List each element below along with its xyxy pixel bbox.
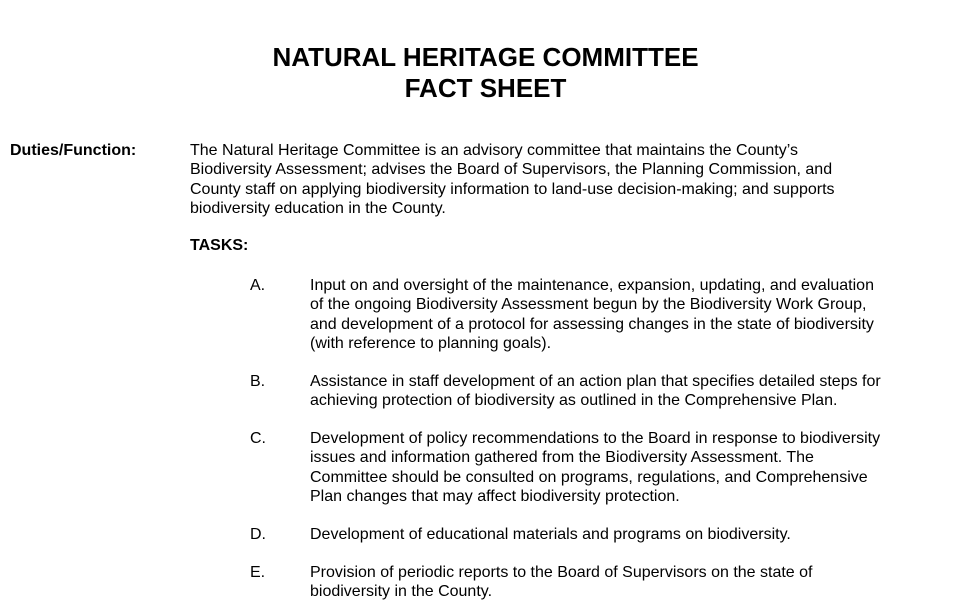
task-line: (with reference to planning goals). <box>310 334 552 352</box>
duties-line: biodiversity education in the County. <box>190 199 446 217</box>
task-text <box>310 525 930 544</box>
task-letter: A. <box>250 277 266 294</box>
task-text <box>310 429 930 506</box>
task-line: Provision of periodic reports to the Board of Supervisors on the state of <box>310 564 813 581</box>
task-line: achieving protection of biodiversity as outlined in the Comprehensive Plan. <box>310 392 838 410</box>
tasks-heading: TASKS: <box>190 237 249 254</box>
task-line: biodiversity in the County. <box>310 583 493 601</box>
task-text <box>310 563 930 602</box>
task-text <box>310 372 930 411</box>
task-line: Plan changes that may affect biodiversity protection. <box>310 487 680 505</box>
task-letter: D. <box>250 526 266 543</box>
task-letter: E. <box>250 564 266 581</box>
task-line: Development of educational materials and programs on biodiversity. <box>310 526 791 543</box>
page-subtitle: FACT SHEET <box>404 73 567 103</box>
task-letter: B. <box>250 373 266 390</box>
duties-label: Duties/Function: <box>10 142 137 159</box>
task-text <box>310 276 930 353</box>
task-line: Committee should be consulted on programs, regulations, and Comprehensive <box>310 468 868 486</box>
task-line: Development of policy recommendations to the Board in response to biodiversity <box>310 430 881 447</box>
task-letter: C. <box>250 430 266 447</box>
duties-line: Biodiversity Assessment; advises the Board of Supervisors, the Planning Commission, and <box>190 161 833 179</box>
task-line: Input on and oversight of the maintenance, expansion, updating, and evaluation <box>310 277 874 294</box>
task-line: Assistance in staff development of an action plan that specifies detailed steps for <box>310 373 881 390</box>
task-line: of the ongoing Biodiversity Assessment begun by the Biodiversity Work Group, <box>310 296 867 314</box>
page-title: NATURAL HERITAGE COMMITTEE <box>272 42 699 72</box>
duties-line: The Natural Heritage Committee is an advisory committee that maintains the County’s <box>190 142 798 159</box>
duties-description <box>190 141 890 218</box>
task-line: and development of a protocol for assessing changes in the state of biodiversity <box>310 315 874 333</box>
duties-line: County staff on applying biodiversity information to land-use decision-making; and supports <box>190 180 835 198</box>
task-line: issues and information gathered from the Biodiversity Assessment. The <box>310 449 814 467</box>
